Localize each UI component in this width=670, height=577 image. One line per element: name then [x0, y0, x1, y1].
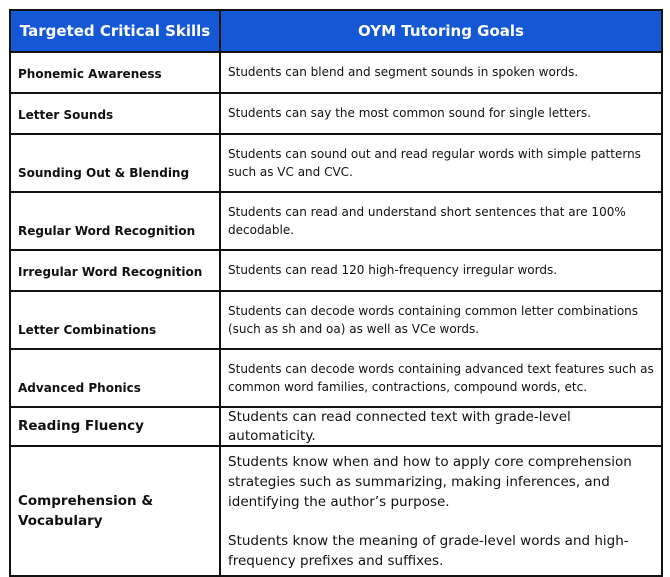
- table-row: [10, 250, 662, 291]
- goal-cell: [220, 446, 662, 576]
- table-row: [10, 446, 662, 576]
- table-row: [10, 192, 662, 250]
- goal-cell: Students can read and understand short sentences that are 100% decodable.: [220, 192, 662, 250]
- table-row: [10, 291, 662, 349]
- skill-cell: Regular Word Recognition: [10, 192, 220, 250]
- skill-cell: Letter Combinations: [10, 291, 220, 349]
- skill-cell: Phonemic Awareness: [10, 52, 220, 93]
- goal-cell: Students can say the most common sound for single letters.: [220, 93, 662, 134]
- goal-paragraph: Students know the meaning of grade-level words and high-frequency prefixes and suffixes.: [228, 532, 629, 569]
- goal-cell: Students can decode words containing common letter combinations (such as sh and oa) as well as VCe words.: [220, 291, 662, 349]
- skill-cell: Advanced Phonics: [10, 349, 220, 407]
- goal-paragraph: Students know when and how to apply core comprehension strategies such as summarizing, making inferences, and identifying the author’s purpose.: [228, 453, 632, 510]
- table-row: [10, 349, 662, 407]
- header-skills: Targeted Critical Skills: [10, 10, 220, 52]
- goal-cell: Students can decode words containing advanced text features such as common word families, contractions, compound words, etc.: [220, 349, 662, 407]
- skill-cell: Comprehension & Vocabulary: [10, 446, 220, 576]
- skill-cell: Irregular Word Recognition: [10, 250, 220, 291]
- goal-cell: Students can read connected text with grade-level automaticity.: [220, 407, 662, 446]
- table-row: [10, 407, 662, 446]
- skill-cell: Letter Sounds: [10, 93, 220, 134]
- table-row: [10, 134, 662, 192]
- skill-cell: Reading Fluency: [10, 407, 220, 446]
- skills-goals-table: [9, 9, 663, 577]
- goal-cell: Students can read 120 high-frequency irregular words.: [220, 250, 662, 291]
- table-row: [10, 52, 662, 93]
- goal-cell: Students can blend and segment sounds in spoken words.: [220, 52, 662, 93]
- skill-cell: Sounding Out & Blending: [10, 134, 220, 192]
- table-row: [10, 93, 662, 134]
- goal-cell: Students can sound out and read regular words with simple patterns such as VC and CVC.: [220, 134, 662, 192]
- header-row: [10, 10, 662, 52]
- header-goals: OYM Tutoring Goals: [220, 10, 662, 52]
